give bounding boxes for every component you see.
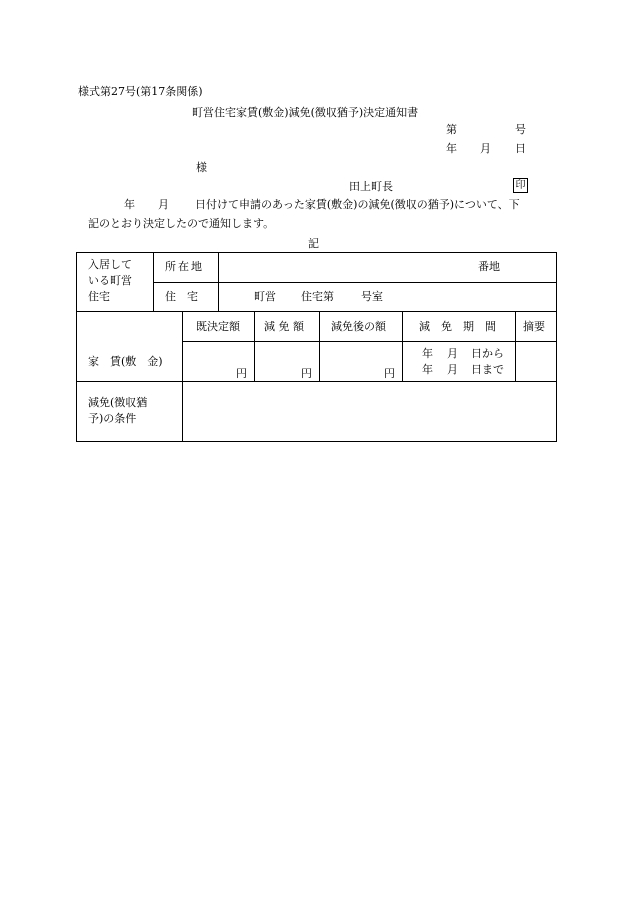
body-year: 年 (124, 198, 135, 211)
line-v-period (515, 311, 516, 381)
body-line-2: 記のとおり決定したので通知します。 (88, 217, 275, 230)
seal-mark: 印 (513, 178, 528, 193)
col-remarks: 摘要 (523, 320, 545, 333)
period-to-month: 月 (447, 363, 458, 376)
addressee-suffix: 様 (196, 161, 207, 174)
col-decided: 既決定額 (196, 320, 240, 333)
conditions-field[interactable] (183, 382, 556, 441)
number-suffix: 号 (515, 123, 526, 136)
resident-label-1: 入居して (88, 258, 132, 271)
line-h-header (182, 341, 557, 342)
line-v-after (402, 311, 403, 381)
line-h-location (153, 282, 557, 283)
period-to-year: 年 (422, 363, 433, 376)
location-label: 所在地 (165, 260, 204, 273)
body-month: 月 (158, 198, 169, 211)
conditions-label-1: 減免(徴収猶 (88, 396, 148, 409)
date-day: 日 (515, 142, 526, 155)
date-year: 年 (446, 142, 457, 155)
house-label: 住 宅 (165, 290, 198, 303)
col-after: 減免後の額 (331, 320, 386, 333)
house-town: 町営 (254, 290, 276, 303)
row-rent-label: 家 賃(敷 金) (88, 355, 163, 368)
house-jutaku: 住宅第 (301, 290, 334, 303)
form-number: 様式第27号(第17条関係) (78, 85, 203, 98)
yen-reduction: 円 (301, 367, 312, 380)
col-period: 減 免 期 間 (419, 320, 496, 333)
resident-label-3: 住宅 (88, 290, 110, 303)
resident-label-2: いる町営 (88, 274, 132, 287)
table-border-top (76, 252, 557, 253)
period-from-year: 年 (422, 347, 433, 360)
number-prefix: 第 (446, 123, 457, 136)
conditions-label-2: 予)の条件 (88, 412, 137, 425)
house-room: 号室 (361, 290, 383, 303)
col-reduction: 減 免 額 (264, 320, 304, 333)
issuer: 田上町長 (349, 180, 393, 193)
ki-mark: 記 (308, 237, 319, 250)
period-to-day: 日まで (471, 363, 504, 376)
line-h-resident-bottom (76, 311, 557, 312)
yen-decided: 円 (236, 367, 247, 380)
body-line-1: 日付けて申請のあった家賃(敷金)の減免(徴収の猶予)について、下 (195, 198, 520, 211)
line-v-reduction (319, 311, 320, 381)
yen-after: 円 (384, 367, 395, 380)
date-month: 月 (480, 142, 491, 155)
document-title: 町営住宅家賃(敷金)減免(徴収猶予)決定通知書 (192, 106, 419, 119)
table-border-left (76, 252, 77, 442)
table-border-bottom (76, 441, 557, 442)
period-from-month: 月 (447, 347, 458, 360)
line-v-decided (254, 311, 255, 381)
period-from-day: 日から (471, 347, 504, 360)
table-border-right (556, 252, 557, 442)
location-suffix: 番地 (478, 260, 500, 273)
